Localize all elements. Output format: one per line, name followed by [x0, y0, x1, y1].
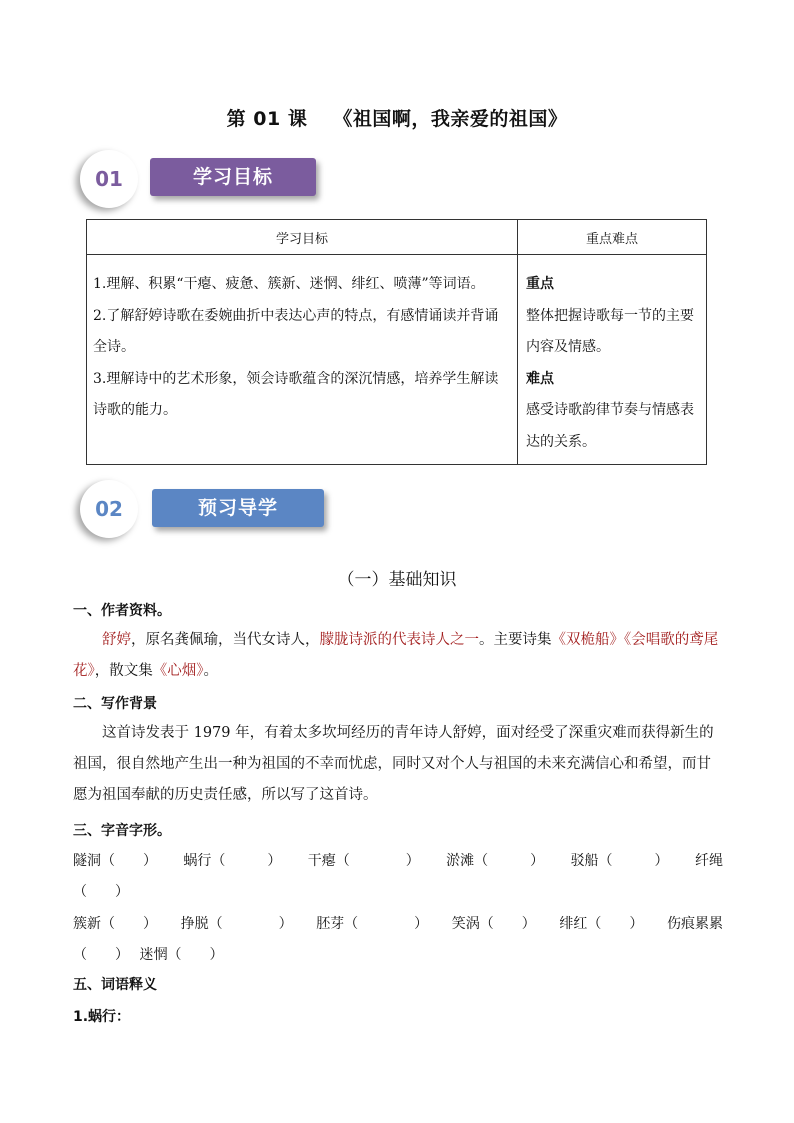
- list-item: （ ）: [73, 947, 129, 963]
- section-1-label: 学习目标: [150, 158, 316, 196]
- author-text: 。主要诗集: [479, 632, 552, 648]
- section-2-circle: [80, 480, 138, 538]
- difficulty-text: 感受诗歌韵律节奏与情感表达的关系。: [526, 402, 694, 450]
- list-item: 簇新（ ）: [73, 916, 157, 932]
- section-2-number: 02: [95, 497, 123, 521]
- lesson-number: 第 01 课: [226, 108, 308, 130]
- section-2-badge: [152, 489, 324, 527]
- list-item: 驳船（ ）: [570, 853, 669, 869]
- lesson-name: 《祖国啊，我亲爱的祖国》: [333, 108, 568, 130]
- pronunciation-heading: 三、字音字形。: [73, 823, 171, 839]
- list-item: 淤滩（ ）: [446, 853, 545, 869]
- list-item: 胚芽（ ）: [316, 916, 429, 932]
- page-title: [0, 104, 794, 131]
- author-school: 朦胧诗派的代表诗人之一: [319, 632, 479, 648]
- section-1-badge: [150, 158, 316, 196]
- author-works: 《双桅船》《会唱歌的鸢尾花》: [73, 632, 719, 679]
- section-1-circle: [80, 150, 138, 208]
- list-item: 绯红（ ）: [559, 916, 644, 932]
- background-paragraph: 这首诗发表于 1979 年，有着太多坎坷经历的青年诗人舒婷，面对经受了深重灾难而获得新生的祖国，很自然地产生出一种为祖国的不幸而忧虑，同时又对个人与祖国的未来充满信心和希望，而甘愿为祖国奉献的历史责任感，所以写了这首诗。: [73, 725, 714, 803]
- goals-cell: [87, 255, 518, 465]
- list-item: 纤绳: [694, 853, 723, 869]
- section-2-label: 预习导学: [152, 489, 324, 527]
- list-item: 干瘪（ ）: [307, 853, 420, 869]
- pronunciation-row-2: [73, 913, 723, 933]
- difficulty-label: 难点: [526, 370, 554, 387]
- author-text: ，原名龚佩瑜，当代女诗人，: [131, 632, 320, 648]
- goal-item: 1.理解、积累“干瘪、疲惫、簇新、迷惘、绯红、喷薄”等词语。: [93, 276, 485, 292]
- author-text: 。: [203, 663, 218, 679]
- key-label: 重点: [526, 276, 554, 292]
- author-name: 舒婷: [102, 632, 131, 648]
- basic-knowledge-heading: （一）基础知识: [337, 570, 457, 590]
- list-item: 蜗行（ ）: [183, 853, 282, 869]
- key-text: 整体把握诗歌每一节的主要内容及情感。: [526, 307, 694, 355]
- section-1-number: 01: [95, 167, 123, 191]
- list-item: 隧洞（ ）: [73, 853, 157, 869]
- list-item: 笑涡（ ）: [451, 916, 536, 932]
- author-prose: 《心烟》: [152, 663, 204, 679]
- list-item: 迷惘（ ）: [139, 947, 224, 963]
- goals-table: [86, 219, 707, 465]
- list-item: 伤痕累累: [666, 916, 723, 932]
- background-heading: 二、写作背景: [73, 696, 157, 712]
- pronunciation-row-2-cont: [73, 944, 223, 964]
- goal-item: 2.了解舒婷诗歌在委婉曲折中表达心声的特点，有感情诵读并背诵全诗。: [93, 307, 499, 355]
- list-item: 挣脱（ ）: [180, 916, 293, 932]
- table-header-goals: 学习目标: [87, 220, 518, 255]
- keypoints-cell: [518, 255, 707, 465]
- author-heading: 一、作者资料。: [73, 603, 171, 619]
- table-header-keypoints: 重点难点: [518, 220, 707, 255]
- goal-item: 3.理解诗中的艺术形象，领会诗歌蕴含的深沉情感，培养学生解读诗歌的能力。: [93, 370, 499, 418]
- pronunciation-row-1: [73, 850, 723, 870]
- vocab-item: 1.蜗行：: [73, 1009, 131, 1025]
- vocab-heading: 五、词语释义: [73, 977, 157, 993]
- author-text: ，散文集: [94, 663, 153, 679]
- list-item: （ ）: [73, 884, 129, 900]
- author-paragraph: [73, 625, 721, 687]
